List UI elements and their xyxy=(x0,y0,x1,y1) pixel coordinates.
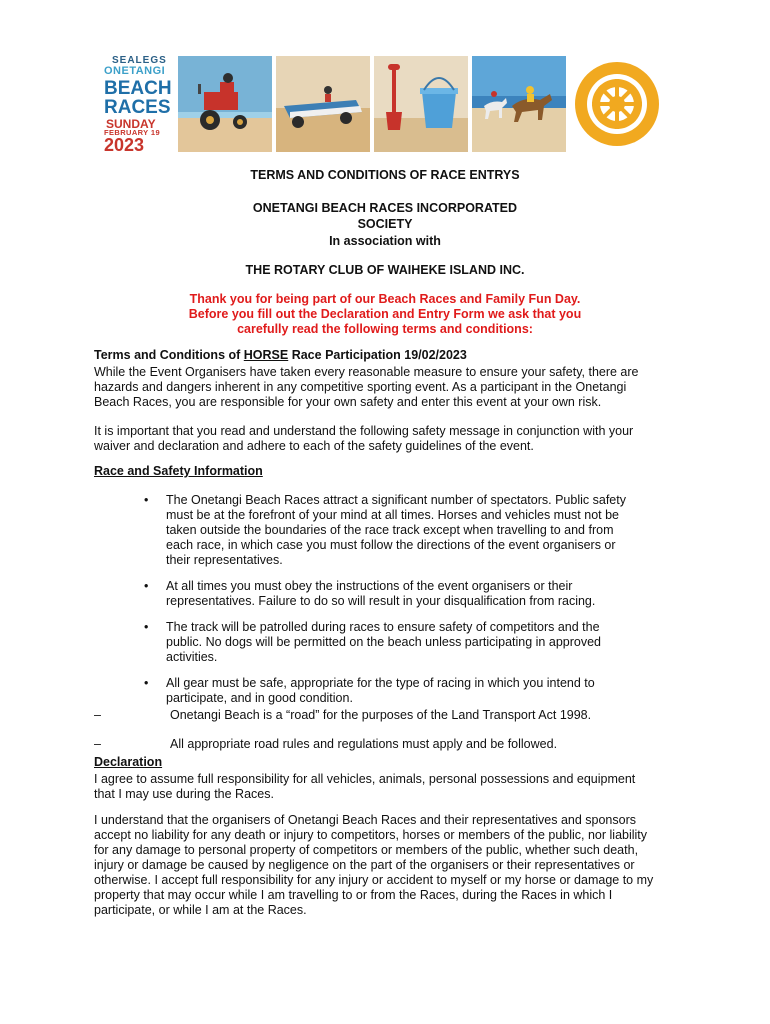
document-title: TERMS AND CONDITIONS OF RACE ENTRYS xyxy=(250,168,520,182)
text-line: for any damage to personal property of competitors or members of the public, whether such death, xyxy=(94,843,639,857)
safety-item-1 xyxy=(166,493,646,568)
text-line: injury or damage be caused by negligence on the part of the organisers or their representatives or xyxy=(94,858,635,872)
society-name-line1: ONETANGI BEACH RACES INCORPORATED xyxy=(252,201,518,215)
text-line: hazards and dangers inherent in any competitive sporting event. As a participant in the Onetangi xyxy=(94,380,627,394)
logo-line: BEACH xyxy=(104,78,172,99)
club-name: THE ROTARY CLUB OF WAIHEKE ISLAND INC. xyxy=(245,263,525,277)
text-line: taken outside the boundaries of the race track except when travelling to and from xyxy=(166,523,614,537)
text-line: All gear must be safe, appropriate for the type of racing in which you intend to xyxy=(166,676,595,690)
logo-line: FEBRUARY 19 xyxy=(104,128,161,137)
terms-heading-post: Race Participation 19/02/2023 xyxy=(288,348,467,362)
bullet-marker: • xyxy=(144,493,149,507)
text-line: participate, or while I am at the Races. xyxy=(94,903,307,917)
text-line: representatives. Failure to do so will result in your disqualification from racing. xyxy=(166,594,596,608)
event-banner xyxy=(104,54,664,154)
declaration-paragraph-2 xyxy=(94,813,674,918)
text-line: that I may use during the Races. xyxy=(94,787,274,801)
text-line: participate, and in good condition. xyxy=(166,691,353,705)
text-line: property that may occur while I am travelling to or from the Races, during the Races in which I xyxy=(94,888,613,902)
bullet-marker: • xyxy=(144,676,149,690)
text-line: While the Event Organisers have taken every reasonable measure to ensure your safety, there are xyxy=(94,365,639,379)
safety-item-2 xyxy=(166,579,646,609)
dash-marker: – xyxy=(94,708,101,722)
dash-marker: – xyxy=(94,737,101,751)
logo-line: SUNDAY xyxy=(106,117,156,131)
text-line: accept no liability for any death or injury to competitors, horses or members of the public, nor liability xyxy=(94,828,648,842)
logo-line: 2023 xyxy=(104,135,145,155)
logo-line: ONETANGI xyxy=(104,65,166,77)
event-logo xyxy=(104,54,176,154)
text-line: The track will be patrolled during races to ensure safety of competitors and the xyxy=(166,620,600,634)
horse-race-illustration xyxy=(472,56,566,152)
terms-paragraph-2 xyxy=(94,424,674,454)
text-line: I understand that the organisers of Onetangi Beach Races and their representatives and sponsors xyxy=(94,813,636,827)
thanks-line: Thank you for being part of our Beach Races and Family Fun Day. xyxy=(189,292,581,306)
thanks-line: Before you fill out the Declaration and Entry Form we ask that you xyxy=(188,307,582,321)
text-line: It is important that you read and understand the following safety message in conjunction with your xyxy=(94,424,634,438)
association-text: In association with xyxy=(329,234,441,248)
terms-heading-pre: Terms and Conditions of xyxy=(94,348,244,362)
bullet-marker: • xyxy=(144,620,149,634)
text-line: Beach Races, you are responsible for your own safety and enter this event at your own risk. xyxy=(94,395,602,409)
logo-line: RACES xyxy=(104,97,171,118)
safety-item-4 xyxy=(166,676,646,706)
text-line: activities. xyxy=(166,650,218,664)
bullet-marker: • xyxy=(144,579,149,593)
road-definition-item: Onetangi Beach is a “road” for the purposes of the Land Transport Act 1998. xyxy=(170,708,592,722)
declaration-heading: Declaration xyxy=(94,755,163,769)
terms-paragraph-1 xyxy=(94,365,674,410)
safety-item-3 xyxy=(166,620,646,665)
society-name-line2: SOCIETY xyxy=(357,217,413,231)
road-rules-item: All appropriate road rules and regulations must apply and be followed. xyxy=(170,737,558,751)
thanks-line: carefully read the following terms and conditions: xyxy=(237,322,533,336)
bucket-and-spade-illustration xyxy=(374,56,468,152)
declaration-paragraph-1 xyxy=(94,772,674,802)
terms-heading xyxy=(94,348,467,362)
text-line: their representatives. xyxy=(166,553,283,567)
text-line: otherwise. I accept full responsibility for any injury or accident to myself or my horse or damage to my xyxy=(94,873,654,887)
text-line: waiver and declaration and adhere to each of the safety guidelines of the event. xyxy=(94,439,534,453)
tractor-illustration xyxy=(178,56,272,152)
logo-line: SEALEGS xyxy=(112,55,167,66)
text-line: public. No dogs will be permitted on the beach unless participating in approved xyxy=(166,635,601,649)
text-line: At all times you must obey the instructions of the event organisers or their xyxy=(166,579,573,593)
safety-heading: Race and Safety Information xyxy=(94,464,263,478)
terms-heading-horse: HORSE xyxy=(243,348,289,362)
text-line: I agree to assume full responsibility for all vehicles, animals, personal possessions and equipment xyxy=(94,772,636,786)
rotary-international-logo xyxy=(572,59,662,149)
text-line: must be at the forefront of your mind at all times. Horses and vehicles must not be xyxy=(166,508,619,522)
text-line: The Onetangi Beach Races attract a significant number of spectators. Public safety xyxy=(166,493,626,507)
text-line: each race, in which case you must follow the directions of the event organisers or xyxy=(166,538,616,552)
boat-illustration xyxy=(276,56,370,152)
